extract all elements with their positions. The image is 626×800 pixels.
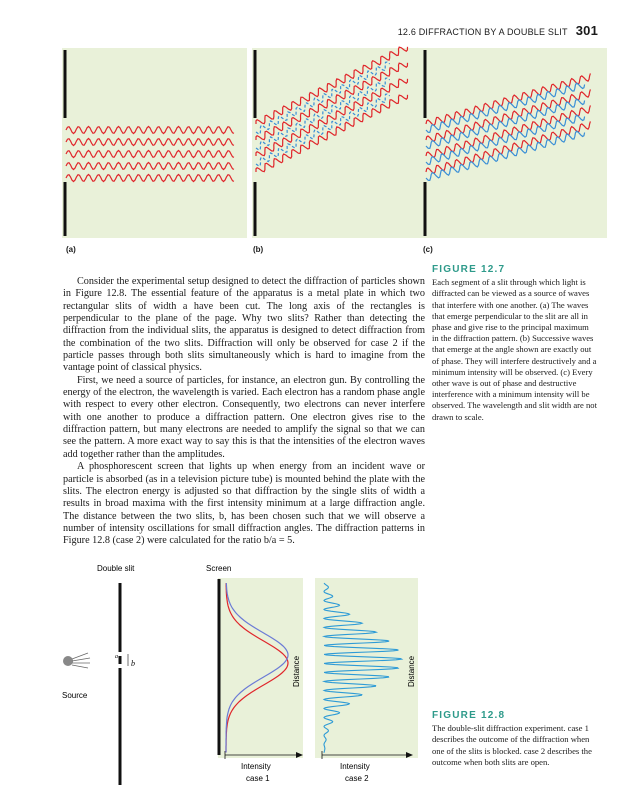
case-2-panel (315, 578, 418, 758)
distance-label-2: Distance (407, 655, 416, 687)
running-head-title: 12.6 DIFFRACTION BY A DOUBLE SLIT (397, 27, 568, 37)
figure-12-7-panel-a (62, 48, 247, 238)
figure-12-8-caption (432, 710, 597, 768)
electron-source (63, 656, 73, 666)
case-2-label: case 2 (345, 774, 369, 783)
panel-label-a: (a) (66, 245, 76, 254)
figure-12-7-panel-c (422, 48, 607, 238)
figure-12-7-panel-b (252, 47, 437, 238)
figure-12-7-caption-text: Each segment of a slit through which light is diffracted can be viewed as a source of waves that interfere with one another. (a) The waves that emerge perpendicular to the slit are all in phase and give rise to the principal maximum in the diffraction pattern. (b) Successive waves that emerge at the angle shown are exactly out of phase. They will interfere destructively and a minimum intensity will be observed. (c) Every other wave is out of phase and destructive interference with a minimum intensity will be observed. The wavelength and slit width are not drawn to scale. (432, 277, 597, 422)
figure-12-8 (0, 555, 430, 800)
source-label: Source (62, 691, 88, 700)
intensity-label-2: Intensity (340, 762, 370, 771)
figure-12-7-caption-title: FIGURE 12.7 (432, 264, 506, 275)
panel-label-c: (c) (423, 245, 433, 254)
double-slit-label: Double slit (97, 564, 135, 573)
figure-12-8-caption-text: The double-slit diffraction experiment. case 1 describes the outcome of the diffraction when one of the slits is blocked. case 2 describes the outcome when both slits are open. (432, 723, 592, 767)
distance-label-1: Distance (292, 655, 301, 687)
paragraph-2: First, we need a source of particles, for instance, an electron gun. By controlling the energy of the electron, the wavelength is varied. Each electron has a random phase angle with respect to every other electron. Consequently, two electrons can never interfere with one another to produce a diffraction pattern. One electron gives rise to the diffraction pattern, but many electrons are needed to amplify the signal so that we can see the pattern. A more exact way to say this is that the intensities of the electron waves add together rather than the amplitudes. (63, 374, 425, 460)
paragraph-1: Consider the experimental setup designed to detect the diffraction of particles shown in Figure 12.8. The essential feature of the apparatus is a metal plate in which two rectangular slits of width a have been cut. The long axis of the rectangles is perpendicular to the plane of the page. Why two slits? Rather than detecting the diffraction from the individual slits, the apparatus is designed to detect diffraction from the combination of the two slits. Diffraction will only be observed for case 2 if the particle passes through both slits simultaneously which is hard to imagine from the vantage point of classical physics. (63, 276, 425, 374)
slit-width-a-label: a (115, 654, 118, 660)
slit-separation-b-label: b (131, 659, 135, 668)
figure-12-7 (0, 0, 626, 260)
panel-label-b: (b) (253, 245, 264, 254)
screen-label: Screen (206, 564, 232, 573)
source-rays (72, 653, 90, 668)
figure-12-7-caption (432, 264, 597, 423)
body-text (63, 276, 425, 548)
intensity-label-1: Intensity (241, 762, 271, 771)
page-number: 301 (575, 23, 598, 38)
panel-a-background (62, 48, 247, 238)
case-1-label: case 1 (246, 774, 270, 783)
figure-12-8-caption-title: FIGURE 12.8 (432, 710, 506, 721)
paragraph-3: A phosphorescent screen that lights up when energy from an incident wave or particle is absorbed (as in a television picture tube) is mounted behind the plate with the slits. The electron energy is adjusted so that diffraction by the single slits of width a results in broad maxima with the first intensity minimum at a large diffraction angle. The distance between the two slits, b, has been chosen such that we will observe a number of intensity oscillations for small diffraction angles. The diffraction patterns in Figure 12.8 (case 2) were calculated for the ratio b/a = 5. (63, 461, 425, 547)
